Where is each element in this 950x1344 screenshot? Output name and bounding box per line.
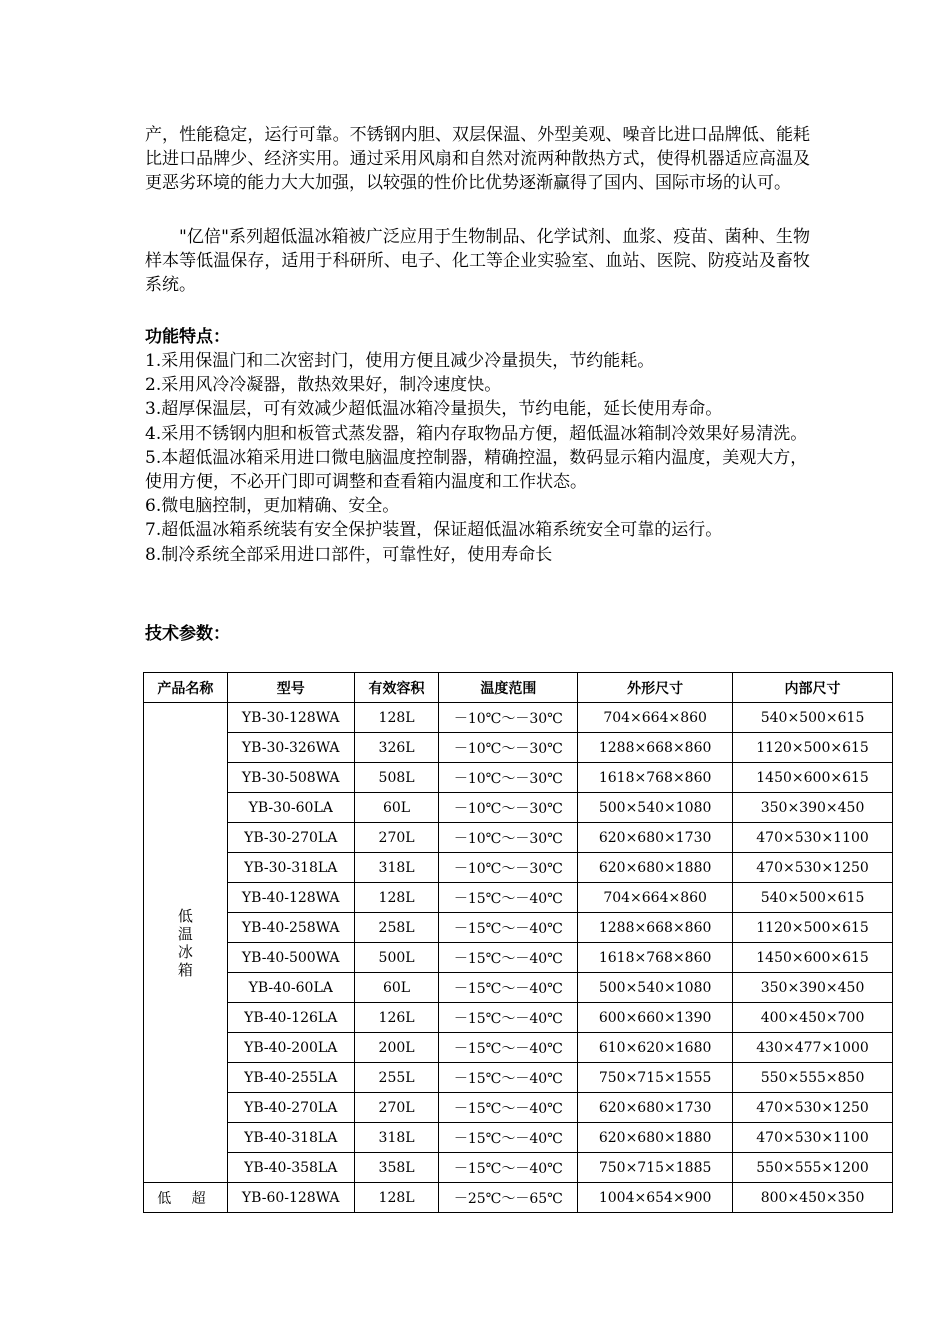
- table-header-row: [144, 673, 893, 703]
- table-cell: 704×664×860: [578, 883, 733, 913]
- table-cell: 1450×600×615: [733, 763, 893, 793]
- table-cell: 620×680×1880: [578, 853, 733, 883]
- table-row: [144, 883, 893, 913]
- table-cell: －10℃～－30℃: [439, 703, 578, 733]
- table-cell: YB-40-270LA: [227, 1093, 354, 1123]
- table-cell: YB-40-258WA: [227, 913, 354, 943]
- feature-item: 1.采用保温门和二次密封门，使用方便且减少冷量损失，节约能耗。: [145, 351, 655, 371]
- category-label: 低温冰箱: [177, 906, 193, 979]
- table-cell: 258L: [354, 913, 439, 943]
- table-row: [144, 1183, 893, 1213]
- table-cell: 1120×500×615: [733, 733, 893, 763]
- table-row: [144, 1063, 893, 1093]
- table-cell: －10℃～－30℃: [439, 823, 578, 853]
- table-cell: YB-40-200LA: [227, 1033, 354, 1063]
- table-cell: 540×500×615: [733, 703, 893, 733]
- table-row: [144, 973, 893, 1003]
- table-cell: 270L: [354, 1093, 439, 1123]
- specs-heading: 技术参数：: [145, 624, 230, 644]
- table-cell: 200L: [354, 1033, 439, 1063]
- table-cell: －10℃～－30℃: [439, 733, 578, 763]
- table-cell: 326L: [354, 733, 439, 763]
- table-cell: －25℃～－65℃: [439, 1183, 578, 1213]
- column-header: 有效容积: [354, 673, 439, 703]
- category-cell: 低 超: [144, 1183, 228, 1213]
- column-header: 产品名称: [144, 673, 228, 703]
- table-cell: 500L: [354, 943, 439, 973]
- table-cell: 358L: [354, 1153, 439, 1183]
- table-cell: 270L: [354, 823, 439, 853]
- table-cell: YB-40-358LA: [227, 1153, 354, 1183]
- table-cell: －15℃～－40℃: [439, 1123, 578, 1153]
- table-cell: 128L: [354, 883, 439, 913]
- table-cell: 508L: [354, 763, 439, 793]
- table-cell: YB-40-318LA: [227, 1123, 354, 1153]
- table-cell: 255L: [354, 1063, 439, 1093]
- table-cell: 1618×768×860: [578, 943, 733, 973]
- table-row: [144, 703, 893, 733]
- table-row: [144, 793, 893, 823]
- spec-table-body: [144, 703, 893, 1213]
- table-cell: －15℃～－40℃: [439, 943, 578, 973]
- table-row: [144, 943, 893, 973]
- column-header: 温度范围: [439, 673, 578, 703]
- table-cell: 620×680×1730: [578, 1093, 733, 1123]
- table-cell: 60L: [354, 973, 439, 1003]
- table-cell: 430×477×1000: [733, 1033, 893, 1063]
- feature-item: 6.微电脑控制，更加精确、安全。: [145, 496, 400, 517]
- table-cell: 318L: [354, 1123, 439, 1153]
- table-row: [144, 1003, 893, 1033]
- table-cell: 1120×500×615: [733, 913, 893, 943]
- table-cell: YB-30-326WA: [227, 733, 354, 763]
- features-heading: 功能特点：: [145, 327, 230, 347]
- table-cell: 500×540×1080: [578, 793, 733, 823]
- table-row: [144, 1093, 893, 1123]
- feature-item: 4.采用不锈钢内胆和板管式蒸发器，箱内存取物品方便，超低温冰箱制冷效果好易清洗。: [145, 423, 808, 444]
- table-cell: YB-40-500WA: [227, 943, 354, 973]
- table-cell: YB-30-318LA: [227, 853, 354, 883]
- table-cell: YB-40-60LA: [227, 973, 354, 1003]
- table-row: [144, 913, 893, 943]
- table-row: [144, 1033, 893, 1063]
- table-cell: 400×450×700: [733, 1003, 893, 1033]
- table-cell: －15℃～－40℃: [439, 1033, 578, 1063]
- table-row: [144, 733, 893, 763]
- table-cell: 470×530×1250: [733, 853, 893, 883]
- intro-paragraph-2: "亿倍"系列超低温冰箱被广泛应用于生物制品、化学试剂、血浆、疫苗、菌种、生物样本等低温保存，适用于科研所、电子、化工等企业实验室、血站、医院、防疫站及畜牧系统。: [145, 227, 810, 295]
- table-cell: 750×715×1885: [578, 1153, 733, 1183]
- feature-item: 2.采用风冷冷凝器，散热效果好，制冷速度快。: [145, 375, 502, 396]
- table-cell: －10℃～－30℃: [439, 853, 578, 883]
- table-cell: 550×555×850: [733, 1063, 893, 1093]
- intro-paragraph-1: 产，性能稳定，运行可靠。不锈钢内胆、双层保温、外型美观、噪音比进口品牌低、能耗比进口品牌少、经济实用。通过采用风扇和自然对流两种散热方式，使得机器适应高温及更恶劣环境的能力大大加强，以较强的性价比优势逐渐赢得了国内、国际市场的认可。: [145, 125, 810, 193]
- table-cell: 750×715×1555: [578, 1063, 733, 1093]
- column-header: 型号: [227, 673, 354, 703]
- table-cell: 610×620×1680: [578, 1033, 733, 1063]
- table-cell: YB-60-128WA: [227, 1183, 354, 1213]
- table-cell: YB-40-128WA: [227, 883, 354, 913]
- table-cell: －10℃～－30℃: [439, 793, 578, 823]
- column-header: 外形尺寸: [578, 673, 733, 703]
- table-cell: 1004×654×900: [578, 1183, 733, 1213]
- table-cell: －15℃～－40℃: [439, 1003, 578, 1033]
- table-cell: 126L: [354, 1003, 439, 1033]
- column-header: 内部尺寸: [733, 673, 893, 703]
- feature-item: 8.制冷系统全部采用进口部件，可靠性好，使用寿命长: [145, 544, 553, 565]
- table-cell: 350×390×450: [733, 793, 893, 823]
- table-cell: 550×555×1200: [733, 1153, 893, 1183]
- table-cell: －15℃～－40℃: [439, 1153, 578, 1183]
- table-cell: －15℃～－40℃: [439, 1093, 578, 1123]
- table-row: [144, 763, 893, 793]
- feature-item: 5.本超低温冰箱采用进口微电脑温度控制器，精确控温，数码显示箱内温度，美观大方，使用方便，不必开门即可调整和查看箱内温度和工作状态。: [145, 447, 808, 493]
- table-cell: YB-30-508WA: [227, 763, 354, 793]
- table-cell: YB-40-255LA: [227, 1063, 354, 1093]
- table-cell: 500×540×1080: [578, 973, 733, 1003]
- table-cell: 600×660×1390: [578, 1003, 733, 1033]
- table-cell: －15℃～－40℃: [439, 973, 578, 1003]
- table-cell: 1288×668×860: [578, 913, 733, 943]
- table-cell: YB-30-270LA: [227, 823, 354, 853]
- table-cell: YB-30-60LA: [227, 793, 354, 823]
- table-cell: 1450×600×615: [733, 943, 893, 973]
- table-row: [144, 1153, 893, 1183]
- category-cell: [144, 703, 228, 1183]
- features-list: [145, 349, 810, 567]
- table-cell: 318L: [354, 853, 439, 883]
- table-cell: 350×390×450: [733, 973, 893, 1003]
- table-cell: 470×530×1250: [733, 1093, 893, 1123]
- feature-item: 7.超低温冰箱系统装有安全保护装置，保证超低温冰箱系统安全可靠的运行。: [145, 520, 723, 541]
- table-row: [144, 1123, 893, 1153]
- table-cell: －10℃～－30℃: [439, 763, 578, 793]
- table-row: [144, 853, 893, 883]
- table-cell: 620×680×1880: [578, 1123, 733, 1153]
- table-cell: 704×664×860: [578, 703, 733, 733]
- table-cell: 470×530×1100: [733, 823, 893, 853]
- table-cell: 1288×668×860: [578, 733, 733, 763]
- table-cell: 800×450×350: [733, 1183, 893, 1213]
- feature-item: 3.超厚保温层，可有效减少超低温冰箱冷量损失，节约电能，延长使用寿命。: [145, 399, 723, 420]
- table-cell: －15℃～－40℃: [439, 883, 578, 913]
- table-cell: 540×500×615: [733, 883, 893, 913]
- table-cell: 128L: [354, 1183, 439, 1213]
- spec-table: [143, 672, 893, 1213]
- table-cell: 60L: [354, 793, 439, 823]
- table-cell: YB-40-126LA: [227, 1003, 354, 1033]
- table-cell: YB-30-128WA: [227, 703, 354, 733]
- table-cell: 128L: [354, 703, 439, 733]
- table-cell: 1618×768×860: [578, 763, 733, 793]
- table-cell: 470×530×1100: [733, 1123, 893, 1153]
- table-cell: －15℃～－40℃: [439, 1063, 578, 1093]
- table-cell: 620×680×1730: [578, 823, 733, 853]
- table-row: [144, 823, 893, 853]
- table-cell: －15℃～－40℃: [439, 913, 578, 943]
